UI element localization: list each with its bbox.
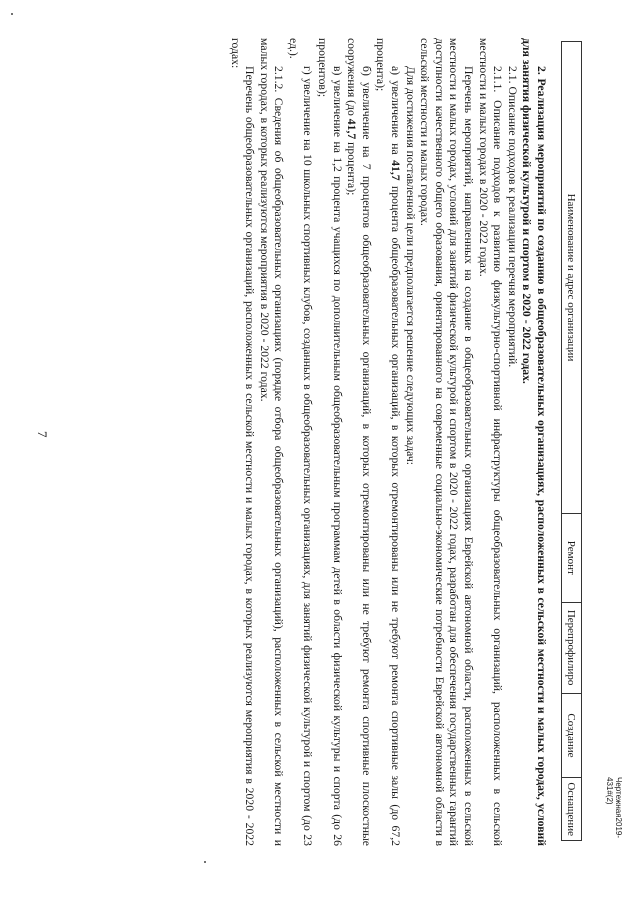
scan-speck [204,861,206,863]
section-2-1: 2.1. Описание подходов к реализации перечня мероприятий. [505,66,519,368]
task-item-d: г) увеличение на 10 школьных спортивных клубов, созданных в общеобразовательных организациях, для занятий физической культурой и спортом (до 23 ед.). [286,38,315,846]
paragraph-list-of-organizations: Перечень общеобразовательных организаций, расположенных в сельской местности и малых городах, в которых реализуются мероприятия в 2020 - 2022 годах: [228,38,257,846]
paragraph-list-of-measures: Перечень мероприятий, направленных на создание в общеобразовательных организациях Еврейской автономной области, расположенных в сельской местности и малых городах, условий для занятий физической культурой и спортом в 2020 - 2022 годах, разработан для обеспечения государственных гарантий доступности качественного общего образования, ориентированного на современные социально-экономические потребности Еврейской автономной области в сельской местности и малых городах. [418,38,476,846]
task-item-b: б) увеличение на 7 процентов общеобразовательных организаций, в которых отремонтированы или не требуют ремонта спортивные плоскостные сооружения (до 41,7 процента); [345,38,373,846]
table-header-cell: Оснащение [562,778,582,841]
table-header-cell: Ремонт [562,513,582,602]
table-header-cell: Перепрофилиро [562,602,582,693]
task-item-a: а) увеличение на 41,7 процента общеобразовательных организаций, в которых отремонтированы или не требуют ремонта спортивные залы (до 67,2 процента); [374,38,403,846]
task-item-c: в) увеличение на 1,2 процента учащихся по дополнительным общеобразовательным программам детей в области физической культуры и спорта (до 26 процентов); [316,38,344,846]
section-heading: 2. Реализация мероприятий по созданию в общеобразовательных организациях, расположенных в сельской местности и малых городах, условий для занятия физической культурой и спортом в 2020 - 2022 годах. [520,38,548,846]
scan-speck [11,13,13,15]
organizations-table [561,41,582,841]
document-body [227,38,548,846]
paragraph-goal: Для достижения поставленной цели предполагается решение следующих задач: [403,66,417,466]
table-header-cell: Наименование и адрес организации [562,42,582,514]
table-header-cell: Создание [562,693,582,778]
table-header-row [562,42,582,841]
section-2-1-2: 2.1.2. Сведения об общеобразовательных организациях (порядке отбора общеобразовательных организаций), расположенных в сельской местности и малых городах, в которых реализуются мероприятия в 2020 - 2022 годах. [257,38,286,846]
page-number: 7 [35,431,50,438]
footer-code: Чертежная2019-431#(2) [605,777,623,838]
section-2-1-1: 2.1.1. Описание подходов к развитию физкультурно-спортивной инфраструктуры общеобразовательных организаций, расположенных в сельской местности и малых городах в 2020 - 2022 годах. [476,38,505,846]
